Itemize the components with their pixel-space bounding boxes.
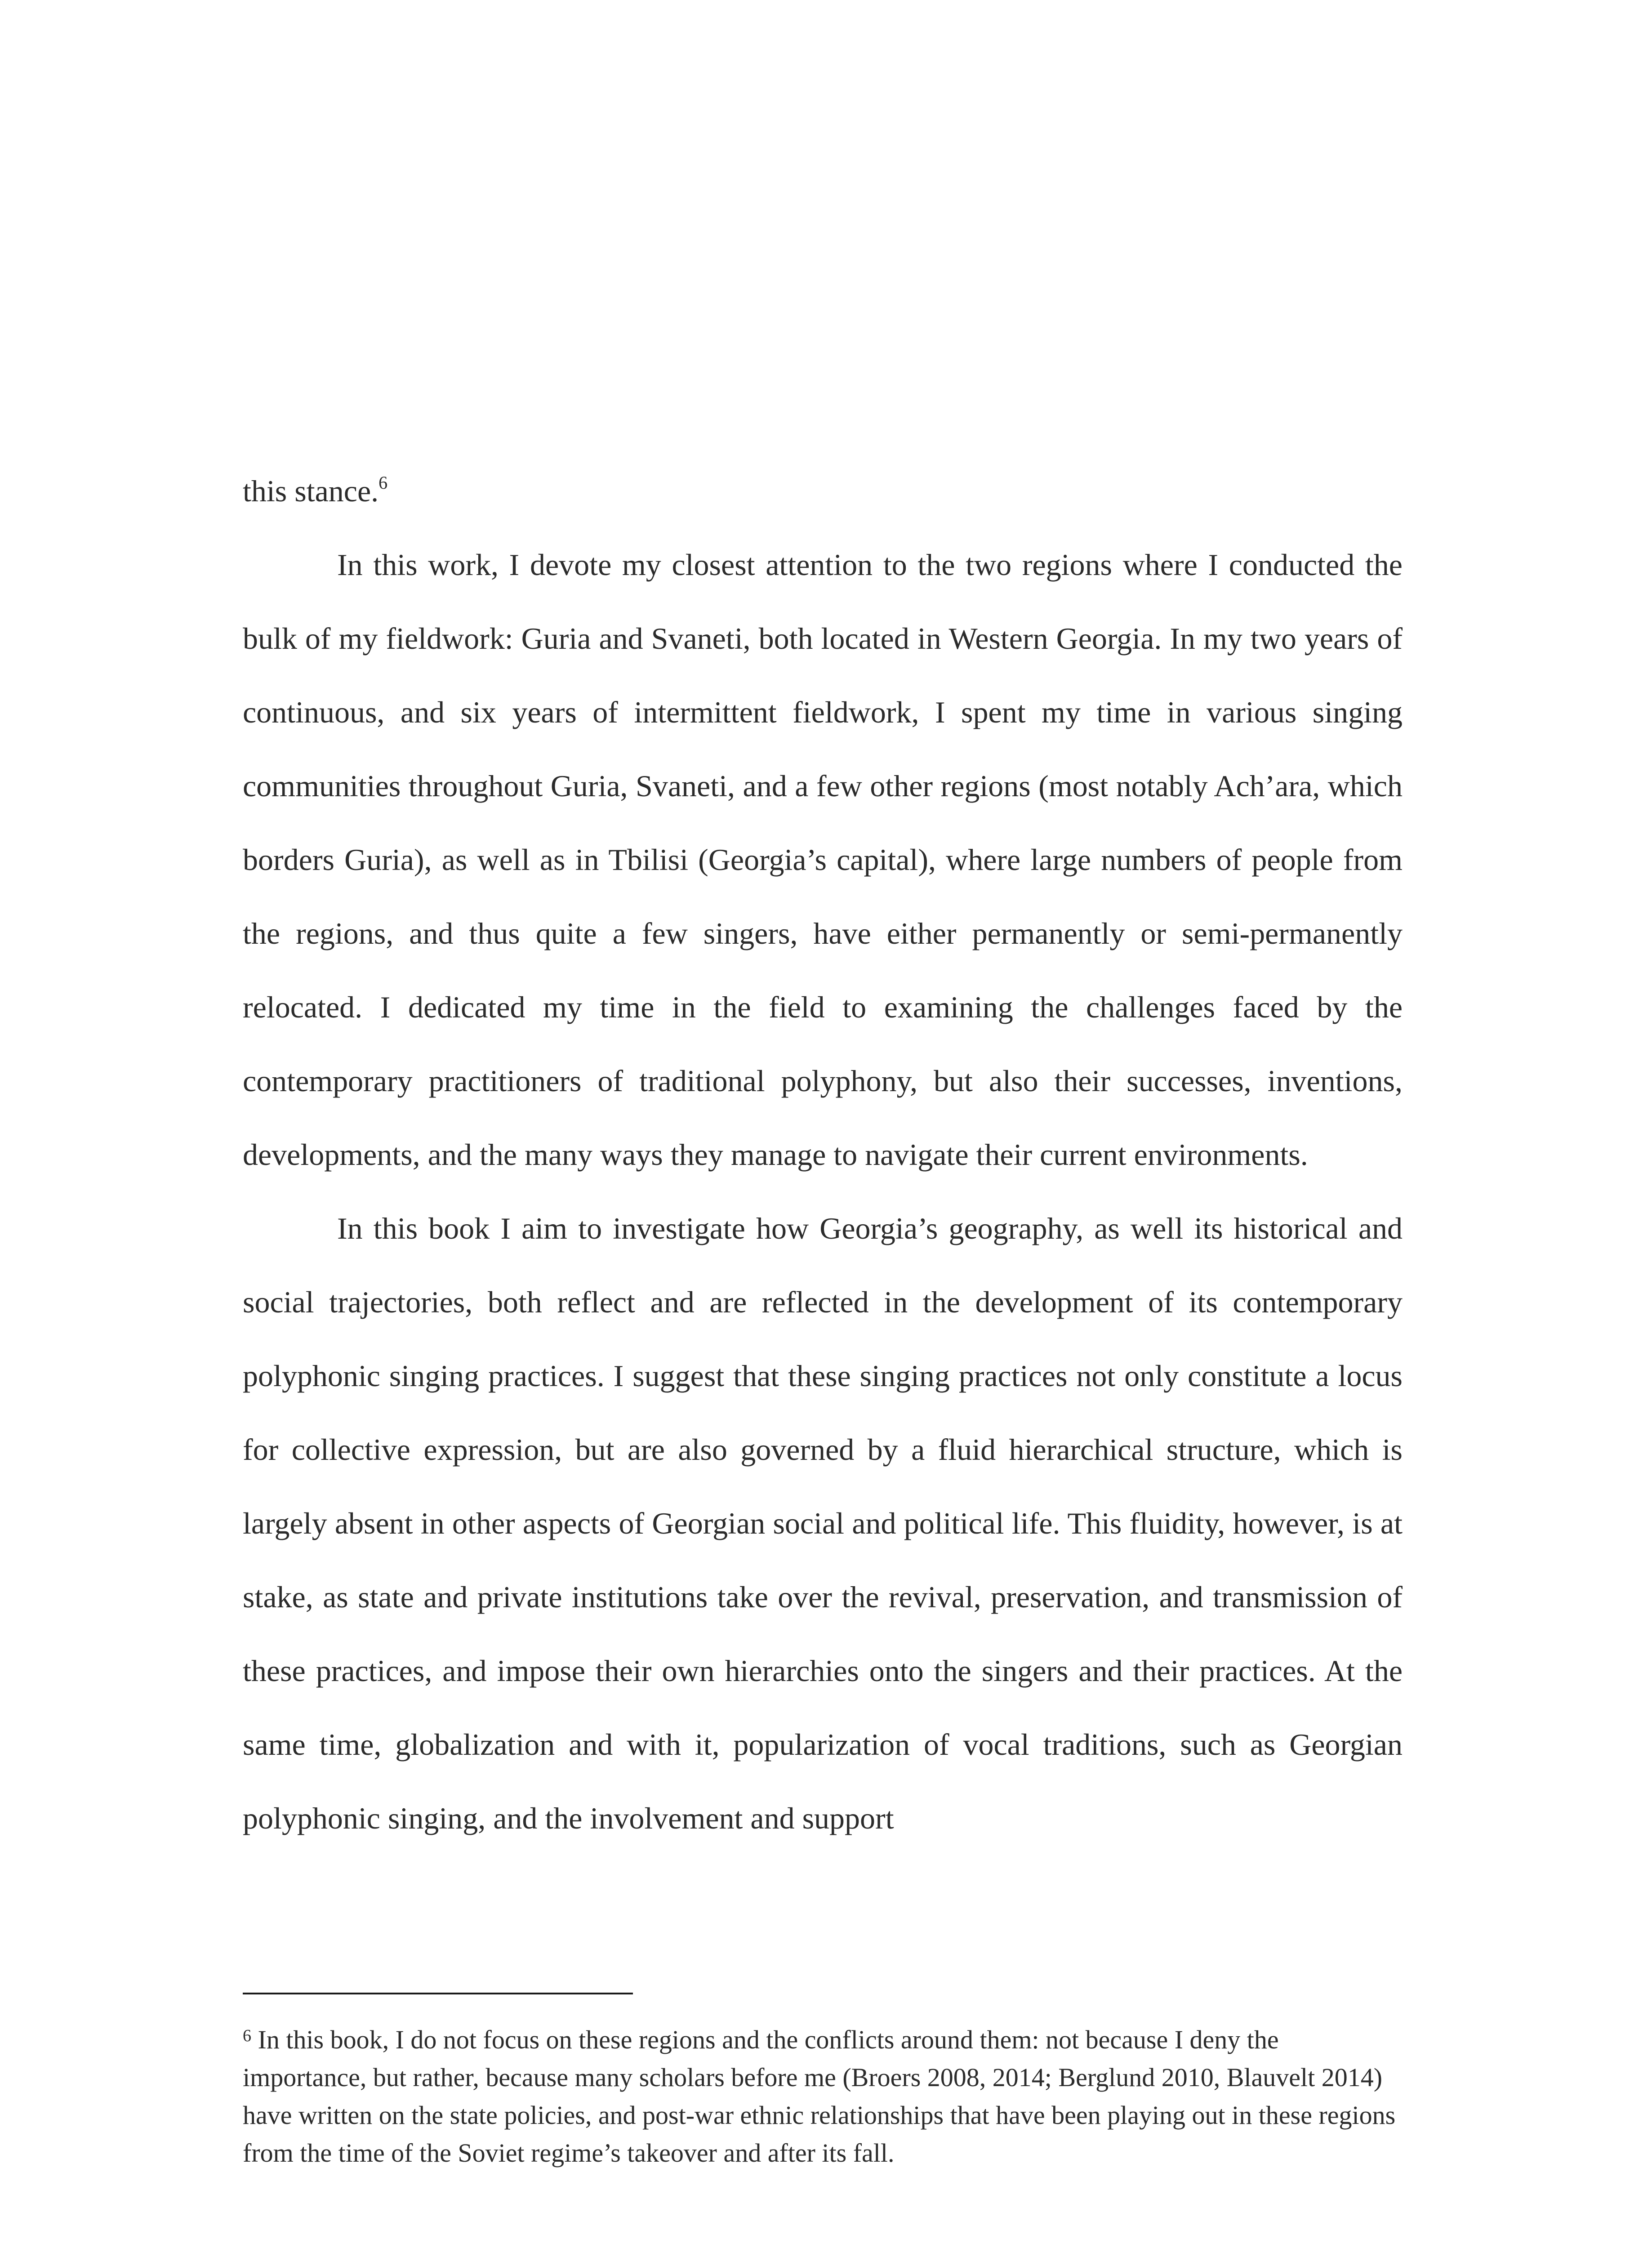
paragraph-text: this stance. [243, 474, 379, 508]
paragraph-continuation [243, 454, 1403, 528]
footnote-text: In this book, I do not focus on these regions and the conflicts around them: not because I deny the importance, but rather, because many scholars before me (Broers 2008, 2014; Berglund 2010, Blauvelt 2014) have written on the state policies, and post-war ethnic relationships that have been playing out in these regions from the time of the Soviet regime’s takeover and after its fall. [243, 2025, 1396, 2168]
body-text [243, 454, 1403, 1855]
footnote-reference: 6 [378, 473, 388, 493]
footnote-separator [243, 1993, 633, 1994]
footnote [243, 2021, 1403, 2172]
footnote-number: 6 [243, 2026, 251, 2045]
paragraph: In this book I aim to investigate how Georgia’s geography, as well its historical and social trajectories, both reflect and are reflected in the development of its contemporary polyphonic singing practices. I suggest that these singing practices not only constitute a locus for collective expression, but are also governed by a fluid hierarchical structure, which is largely absent in other aspects of Georgian social and political life. This fluidity, however, is at stake, as state and private institutions take over the revival, preservation, and transmission of these practices, and impose their own hierarchies onto the singers and their practices. At the same time, globalization and with it, popularization of vocal traditions, such as Georgian polyphonic singing, and the involvement and support [243, 1211, 1403, 1835]
paragraph: In this work, I devote my closest attention to the two regions where I conducted the bulk of my fieldwork: Guria and Svaneti, both located in Western Georgia. In my two years of continuous, and six years of intermittent fieldwork, I spent my time in various singing communities throughout Guria, Svaneti, and a few other regions (most notably Ach’ara, which borders Guria), as well as in Tbilisi (Georgia’s capital), where large numbers of people from the regions, and thus quite a few singers, have either permanently or semi-permanently relocated. I dedicated my time in the field to examining the challenges faced by the contemporary practitioners of traditional polyphony, but also their successes, inventions, developments, and the many ways they manage to navigate their current environments. [243, 548, 1403, 1172]
